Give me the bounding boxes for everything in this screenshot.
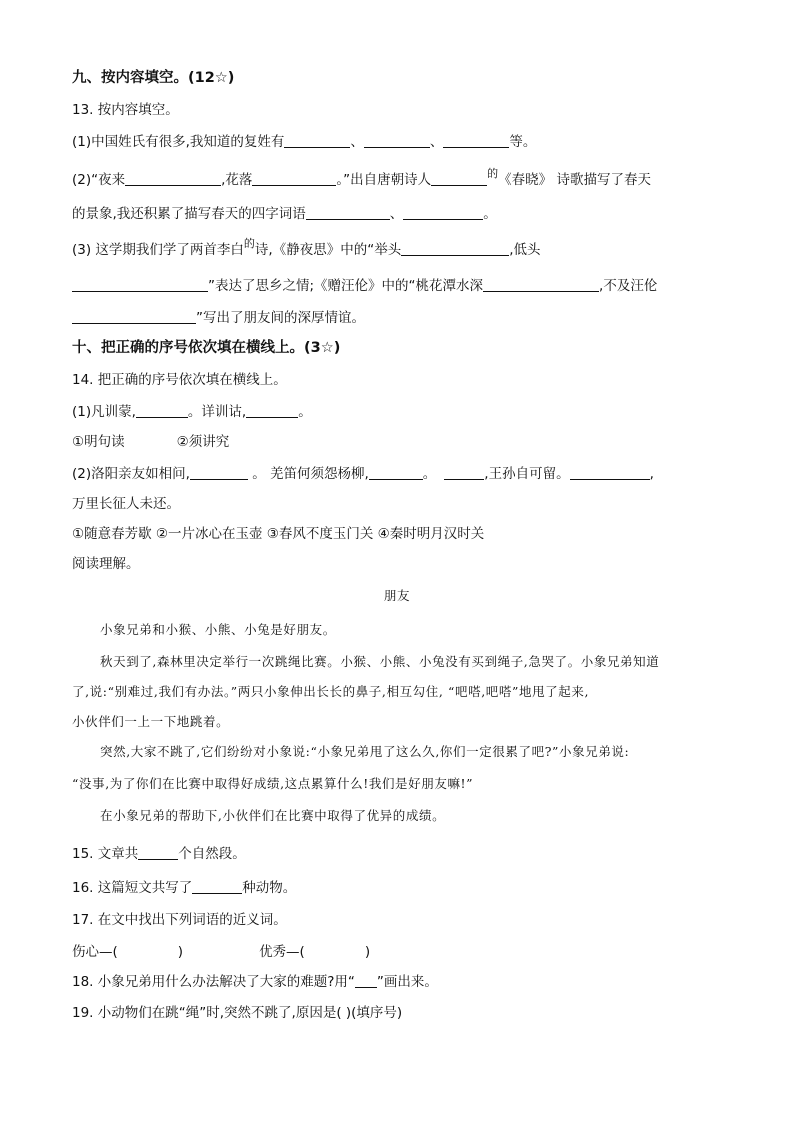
q13-part3-text: 诗,《静夜思》中的“举头	[254, 242, 402, 258]
q13-part3-text: ”写出了朋友间的深厚情谊。	[196, 310, 365, 326]
q19: 19. 小动物们在跳“绳”时,突然不跳了,原因是( )(填序号)	[72, 1005, 403, 1021]
q18-text: ”画出来。	[376, 974, 438, 990]
q13-part3-line1	[72, 237, 541, 261]
separator: 、	[350, 134, 364, 150]
q13-part2-line2	[72, 204, 497, 224]
blank-field[interactable]	[192, 879, 242, 894]
passage-paragraph: 秋天到了,森林里决定举行一次跳绳比赛。小猴、小熊、小兔没有买到绳子,急哭了。小象兄弟知道	[100, 654, 660, 669]
blank-field[interactable]	[369, 465, 423, 480]
q14-part1-text: 。详训诂,	[187, 404, 247, 420]
superscript-de: 的	[487, 167, 499, 180]
q18	[72, 972, 438, 992]
q17-word2: 优秀—(	[259, 944, 305, 960]
q14-part2-text: ,	[649, 466, 654, 482]
blank-field[interactable]	[72, 277, 208, 292]
blank-field[interactable]	[252, 171, 336, 186]
blank-field[interactable]	[443, 133, 509, 148]
reading-intro: 阅读理解。	[72, 556, 140, 572]
q13-part3-text: ,不及汪伦	[599, 278, 658, 294]
q17-word2-close: )	[364, 944, 371, 960]
superscript-de: 的	[243, 237, 255, 250]
q13-part2-text: 。”出自唐朝诗人	[336, 172, 432, 188]
q14-part2-text: (2)洛阳亲友如相问,	[72, 466, 190, 482]
q14-part1-text: 。	[298, 404, 312, 420]
blank-field[interactable]	[136, 403, 188, 418]
separator: 、	[389, 206, 404, 222]
q17-word1-close: )	[177, 944, 184, 960]
separator: 、	[429, 134, 444, 150]
q14-title: 14. 把正确的序号依次填在横线上。	[72, 372, 287, 388]
q14-part2-line2: 万里长征人未还。	[72, 496, 180, 512]
blank-field[interactable]	[72, 309, 196, 324]
q13-part2-text: 的景象,我还积累了描写春天的四字词语	[72, 206, 306, 222]
q13-part2-text: ,花落	[221, 172, 253, 188]
passage-paragraph: 突然,大家不跳了,它们纷纷对小象说:“小象兄弟甩了这么久,你们一定很累了吧?”小象兄弟说:	[100, 744, 630, 759]
blank-field[interactable]	[284, 133, 350, 148]
blank-field[interactable]	[444, 465, 484, 480]
q17: 17. 在文中找出下列词语的近义词。	[72, 912, 287, 928]
blank-field[interactable]	[246, 403, 298, 418]
option-1: ①明句读	[72, 434, 125, 450]
q14-part2-text: 。 羌笛何须怨杨柳,	[247, 466, 369, 482]
q14-part2-text: 。	[422, 466, 437, 482]
blank-field[interactable]	[138, 845, 178, 860]
q13-part3-text: ”表达了思乡之情;《赠汪伦》中的“桃花潭水深	[208, 278, 484, 294]
q14-part2-text: ,王孙自可留。	[484, 466, 570, 482]
q14-part2-line1	[72, 464, 654, 484]
q13-part3-text: (3) 这学期我们学了两首李白	[72, 242, 244, 258]
blank-field[interactable]	[190, 465, 248, 480]
q17-words	[72, 942, 370, 962]
q13-part2-text: (2)“夜来	[72, 172, 126, 188]
blank-field[interactable]	[364, 133, 430, 148]
blank-field[interactable]	[570, 465, 650, 480]
blank-field[interactable]	[483, 277, 599, 292]
q13-part1	[72, 132, 536, 152]
passage-paragraph: 了,说:“别难过,我们有办法。”两只小象伸出长长的鼻子,相互勾住, “吧嗒,吧嗒”地甩了起来,	[72, 684, 590, 699]
q13-part1-text: (1)中国姓氏有很多,我知道的复姓有	[72, 134, 285, 150]
q13-title: 13. 按内容填空。	[72, 102, 179, 118]
blank-field[interactable]	[401, 241, 509, 256]
section-9-heading: 九、按内容填空。(12☆)	[72, 70, 235, 86]
q17-word1: 伤心—(	[72, 944, 118, 960]
q16-text: 种动物。	[242, 880, 297, 896]
blank-field[interactable]	[306, 205, 390, 220]
blank-field[interactable]	[403, 205, 483, 220]
q13-part2-end: 。	[483, 206, 497, 222]
q13-part2-text: 《春晓》 诗歌描写了春天	[498, 172, 651, 188]
q13-part3-line3	[72, 308, 365, 328]
option-2: ②须讲究	[176, 434, 230, 450]
passage-paragraph: “没事,为了你们在比赛中取得好成绩,这点累算什么!我们是好朋友嘛!”	[72, 776, 474, 791]
blank-field[interactable]	[431, 171, 487, 186]
q15	[72, 844, 246, 864]
q15-text: 15. 文章共	[72, 846, 139, 862]
underline-mark	[355, 973, 377, 988]
blank-field[interactable]	[125, 171, 221, 186]
q13-part1-end: 等。	[509, 134, 537, 150]
section-10-heading: 十、把正确的序号依次填在横线上。(3☆)	[72, 340, 341, 356]
q14-part1-text: (1)凡训蒙,	[72, 404, 136, 420]
passage-paragraph: 小象兄弟和小猴、小熊、小兔是好朋友。	[100, 622, 336, 637]
q14-part1	[72, 402, 312, 422]
q18-text: 18. 小象兄弟用什么办法解决了大家的难题?用“	[72, 974, 355, 990]
q15-text: 个自然段。	[178, 846, 246, 862]
q14-options2: ①随意春芳歇 ②一片冰心在玉壶 ③春风不度玉门关 ④秦时明月汉时关	[72, 526, 485, 542]
q13-part3-line2	[72, 276, 657, 296]
q16-text: 16. 这篇短文共写了	[72, 880, 193, 896]
q13-part2-line1	[72, 167, 651, 191]
q13-part3-text: ,低头	[509, 242, 541, 258]
passage-paragraph: 在小象兄弟的帮助下,小伙伴们在比赛中取得了优异的成绩。	[100, 808, 446, 823]
passage-title: 朋友	[383, 588, 411, 603]
passage-paragraph: 小伙伴们一上一下地跳着。	[72, 714, 230, 729]
q16	[72, 878, 296, 898]
q14-options1	[72, 432, 229, 452]
